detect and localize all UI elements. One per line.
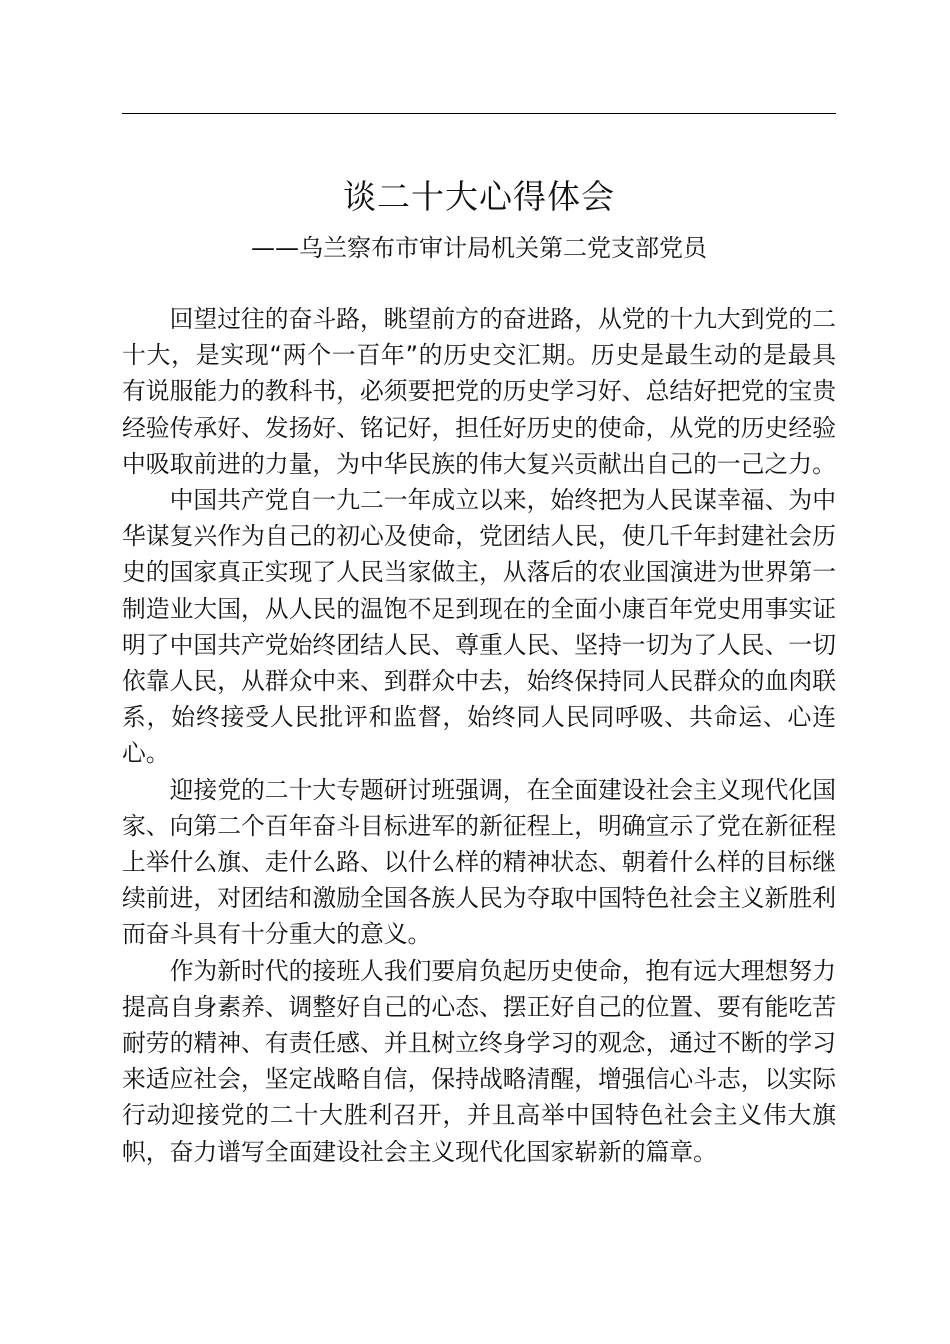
header-rule (122, 113, 836, 114)
paragraph-3: 迎接党的二十大专题研讨班强调，在全面建设社会主义现代化国家、向第二个百年奋斗目标进军的新征程上，明确宣示了党在新征程上举什么旗、走什么路、以什么样的精神状态、朝着什么样的目标继续前进，对团结和激励全国各族人民为夺取中国特色社会主义新胜利而奋斗具有十分重大的意义。 (122, 775, 836, 949)
document-title: 谈二十大心得体会 (343, 177, 615, 216)
paragraph-1: 回望过往的奋斗路，眺望前方的奋进路，从党的十九大到党的二十大，是实现“两个一百年”的历史交汇期。历史是最生动的是最具有说服能力的教科书，必须要把党的历史学习好、总结好把党的宝贵经验传承好、发扬好、铭记好，担任好历史的使命，从党的历史经验中吸取前进的力量，为中华民族的伟大复兴贡献出自己的一己之力。 (122, 305, 836, 478)
document-subtitle: ——乌兰察布市审计局机关第二党支部党员 (251, 234, 707, 262)
paragraph-2: 中国共产党自一九二一年成立以来，始终把为人民谋幸福、为中华谋复兴作为自己的初心及使命，党团结人民，使几千年封建社会历史的国家真正实现了人民当家做主，从落后的农业国演进为世界第一制造业大国，从人民的温饱不足到现在的全面小康百年党史用事实证明了中国共产党始终团结人民、尊重人民、坚持一切为了人民、一切依靠人民，从群众中来、到群众中去，始终保持同人民群众的血肉联系，始终接受人民批评和监督，始终同人民同呼吸、共命运、心连心。 (122, 486, 836, 768)
document-body (122, 301, 836, 1170)
paragraph-4: 作为新时代的接班人我们要肩负起历史使命，抱有远大理想努力提高自身素养、调整好自己的心态、摆正好自己的位置、要有能吃苦耐劳的精神、有责任感、并且树立终身学习的观念，通过不断的学习来适应社会，坚定战略自信，保持战略清醒，增强信心斗志，以实际行动迎接党的二十大胜利召开，并且高举中国特色社会主义伟大旗帜，奋力谱写全面建设社会主义现代化国家崭新的篇章。 (122, 956, 836, 1166)
